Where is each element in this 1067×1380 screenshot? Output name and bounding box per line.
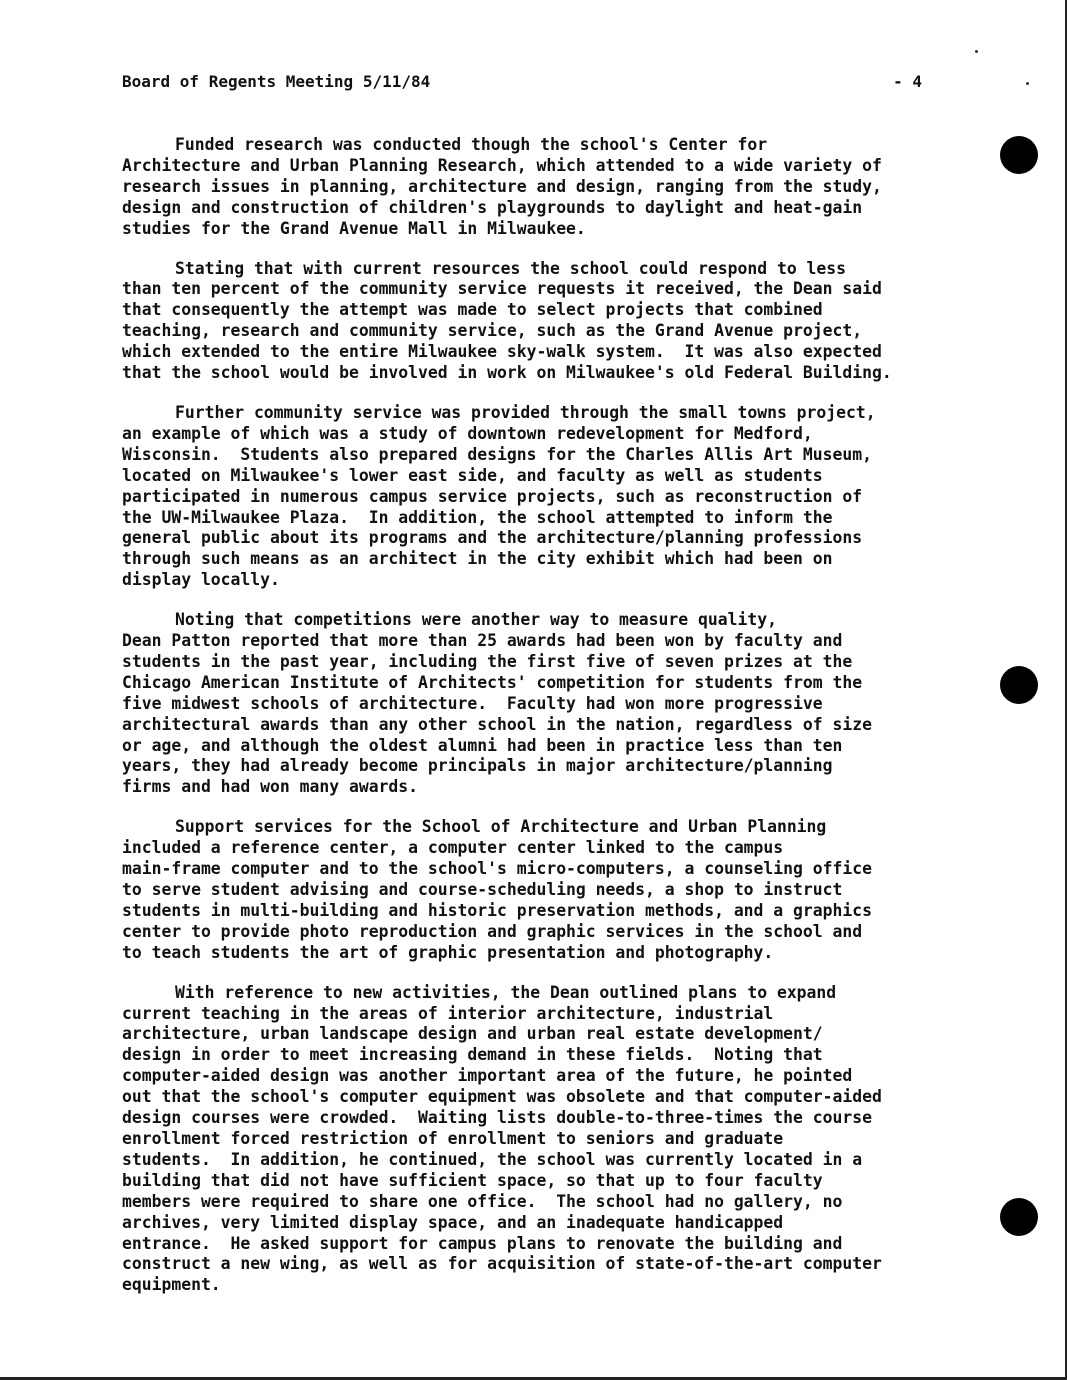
page-number: - 4 [893,72,922,91]
text-line: the UW-Milwaukee Plaza. In addition, the school attempted to inform the [122,507,833,527]
text-line: Noting that competitions were another way to measure quality, [175,610,777,630]
text-line: main-frame computer and to the school's micro-computers, a counseling office [122,859,872,879]
text-line: research issues in planning, architecture and design, ranging from the study, [122,176,882,196]
text-line: Chicago American Institute of Architects' competition for students from the [122,672,863,692]
paragraph [122,983,937,1297]
text-line: that consequently the attempt was made to select projects that combined [122,300,823,320]
text-line: construct a new wing, as well as for acquisition of state-of-the-art computer [122,1254,882,1274]
text-line: firms and had won many awards. [122,777,419,797]
text-line: Wisconsin. Students also prepared designs for the Charles Allis Art Museum, [122,444,872,464]
text-line: teaching, research and community service, such as the Grand Avenue project, [122,321,863,341]
text-line: design in order to meet increasing demand in these fields. Noting that [122,1045,823,1065]
text-line: archives, very limited display space, and an inadequate handicapped [122,1212,784,1232]
text-line: an example of which was a study of downtown redevelopment for Medford, [122,423,813,443]
text-line: Dean Patton reported that more than 25 awards had been won by faculty and [122,631,843,651]
text-line: studies for the Grand Avenue Mall in Milwaukee. [122,218,586,238]
text-line: With reference to new activities, the Dean outlined plans to expand [175,982,837,1002]
text-line: to serve student advising and course-scheduling needs, a shop to instruct [122,880,843,899]
text-line: current teaching in the areas of interior architecture, industrial [122,1003,774,1023]
text-line: students. In addition, he continued, the school was currently located in a [122,1149,863,1169]
scan-speck [975,50,978,53]
text-line: computer-aided design was another important area of the future, he pointed [122,1066,853,1086]
paragraph [122,817,937,963]
text-line: years, they had already become principals in major architecture/planning [122,756,833,776]
text-line: general public about its programs and the architecture/planning professions [122,528,863,548]
text-line: out that the school's computer equipment was obsolete and that computer-aided [122,1087,882,1107]
paragraph [122,135,937,240]
text-line: that the school would be involved in work on Milwaukee's old Federal Building. [122,363,892,383]
text-line: which extended to the entire Milwaukee sky-walk system. It was also expected [122,342,882,362]
text-line: equipment. [122,1275,221,1295]
text-line: than ten percent of the community service requests it received, the Dean said [122,279,882,299]
text-line: Support services for the School of Architecture and Urban Planning [175,817,827,837]
paragraph [122,610,937,798]
text-line: display locally. [122,570,280,590]
text-line: students in the past year, including the first five of seven prizes at the [122,651,853,671]
text-line: included a reference center, a computer center linked to the campus [122,838,784,858]
scan-speck [1026,82,1029,85]
text-line: design and construction of children's playgrounds to daylight and heat-gain [122,197,863,217]
text-line: through such means as an architect in the city exhibit which had been on [122,549,833,569]
punch-hole [1000,666,1038,704]
text-line: center to provide photo reproduction and graphic services in the school and [122,921,863,941]
paragraph [122,403,937,591]
meeting-title: Board of Regents Meeting 5/11/84 [122,72,431,91]
text-line: architecture, urban landscape design and urban real estate development/ [122,1024,823,1044]
text-line: five midwest schools of architecture. Faculty had won more progressive [122,693,823,713]
text-line: to teach students the art of graphic presentation and photography. [122,942,774,962]
text-line: located on Milwaukee's lower east side, and faculty as well as students [122,465,823,485]
text-line: Architecture and Urban Planning Research, which attended to a wide variety of [122,155,882,175]
punch-hole [1000,136,1038,174]
page-header [122,72,922,96]
text-line: participated in numerous campus service projects, such as reconstruction of [122,486,863,506]
text-line: students in multi-building and historic preservation methods, and a graphics [122,900,872,920]
text-line: design courses were crowded. Waiting lists double-to-three-times the course [122,1108,872,1128]
text-line: architectural awards than any other school in the nation, regardless of size [122,714,872,734]
text-line: Funded research was conducted though the school's Center for [175,135,768,154]
text-line: members were required to share one office. The school had no gallery, no [122,1191,843,1211]
text-line: Stating that with current resources the school could respond to less [175,258,847,278]
text-line: entrance. He asked support for campus plans to renovate the building and [122,1233,843,1253]
text-line: enrollment forced restriction of enrollment to seniors and graduate [122,1128,784,1148]
text-line: or age, and although the oldest alumni had been in practice less than ten [122,735,843,755]
punch-hole [1000,1198,1038,1236]
paragraph [122,259,937,384]
text-line: Further community service was provided through the small towns project, [175,402,876,422]
text-line: building that did not have sufficient space, so that up to four faculty [122,1170,823,1190]
document-body [122,135,937,1315]
